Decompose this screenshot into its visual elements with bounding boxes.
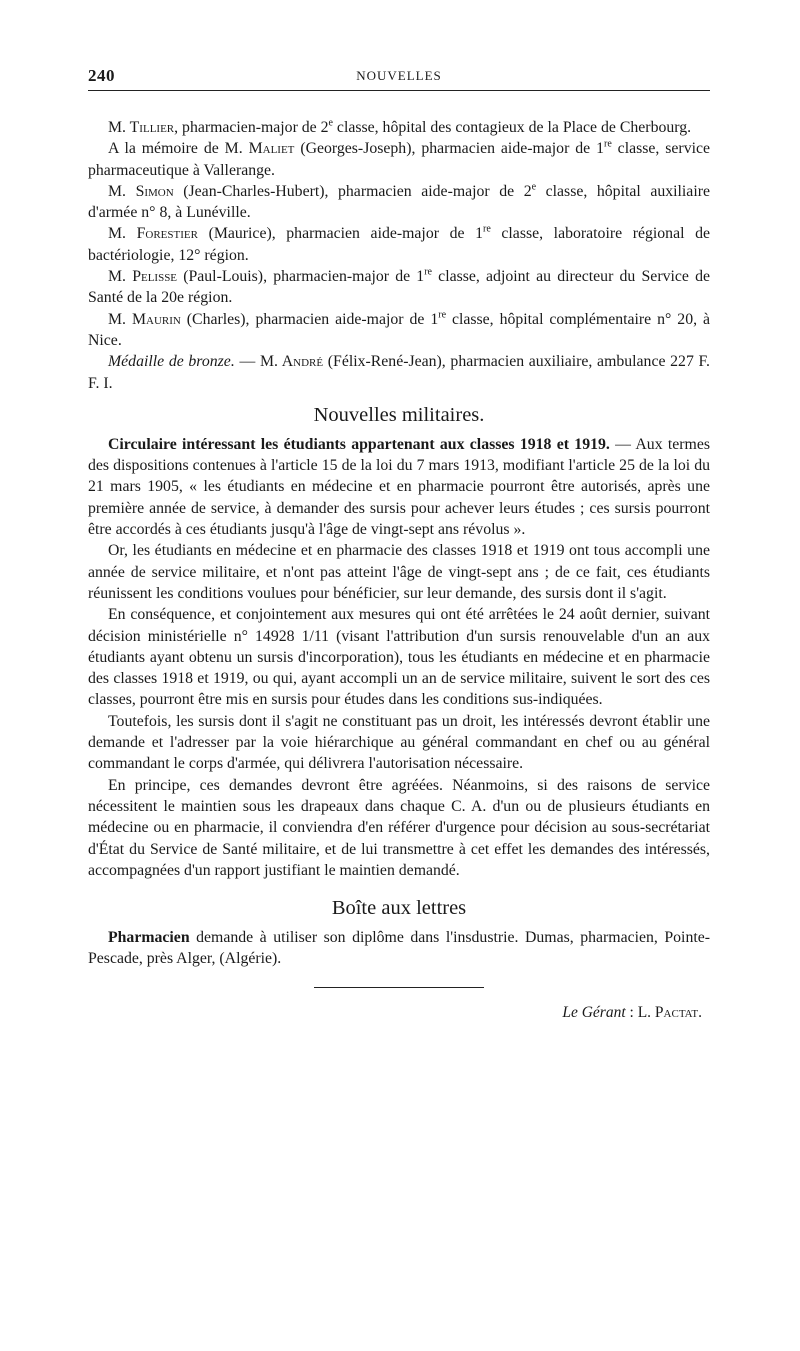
letters-lead: Pharmacien bbox=[108, 929, 190, 947]
signature: Le Gérant : L. Pactat. bbox=[562, 1003, 702, 1021]
medal-item: Médaille de bronze. — M. André (Félix-René-Jean), pharmacien auxiliaire, ambulance 227 F. F. I. bbox=[88, 353, 710, 392]
appointment-item: M. Tillier, pharmacien-major de 2e classe, hôpital des contagieux de la Place de Cherbourg. bbox=[108, 117, 692, 136]
divider bbox=[314, 987, 484, 988]
military-paragraph: Toutefois, les sursis dont il s'agit ne constituant pas un droit, les intéressés devront établir une demande et l'adresser par la voie hiérarchique au général commandant en chef ou au général commandant le corps d'armée, qui délivrera l'autorisation nécessaire. bbox=[88, 712, 710, 773]
running-title: NOUVELLES bbox=[356, 68, 442, 83]
page-number: 240 bbox=[88, 66, 115, 85]
military-paragraph: En principe, ces demandes devront être agréées. Néanmoins, si des raisons de service nécessitent le maintien sous les drapeaux dans chaque C. A. d'un ou de plusieurs étudiants en médecine ou en pharmacie, il conviendra d'en référer d'urgence pour décision au sous-secrétariat d'État du Service de Santé militaire, et de lui transmettre à cet effet les demandes des intéressés, accompagnées d'un rapport justifiant le maintien demandé. bbox=[88, 776, 710, 879]
letters-paragraph: Pharmacien demande à utiliser son diplôme dans l'insdustrie. Dumas, pharmacien, Pointe-Pescade, près Alger, (Algérie). bbox=[88, 929, 710, 968]
military-paragraph-lead: Circulaire intéressant les étudiants appartenant aux classes 1918 et 1919. — Aux termes des dispositions contenues à l'article 15 de la loi du 7 mars 1913, modifiant l'article 25 de la loi du 21 mars 1905, « les étudiants en médecine et en pharmacie pourront être autorisés, après une première année de service, à demander des sursis pour achever leurs études ; ces sursis pourront être accordés à ces étudiants jusqu'à l'âge de vingt-sept ans révolus ». bbox=[88, 435, 711, 539]
page-header bbox=[88, 60, 710, 91]
appointment-item: M. Simon (Jean-Charles-Hubert), pharmacien aide-major de 2e classe, hôpital auxiliaire d'armée n° 8, à Lunéville. bbox=[88, 181, 710, 222]
page bbox=[88, 60, 710, 1023]
military-paragraph: En conséquence, et conjointement aux mesures qui ont été arrêtées le 24 août dernier, suivant décision ministérielle n° 14928 1/11 (visant l'attribution d'un sursis renouvelable d'un an aux étudiants ayant obtenu un sursis d'incorporation), tous les étudiants en médecine et en pharmacie des classes 1918 et 1919, ou qui, ayant accompli un an de service militaire, suivent le sort des ces classes, pourront être mis en sursis pour études dans les conditions sus-indiquées. bbox=[88, 606, 710, 709]
appointment-item: M. Maurin (Charles), pharmacien aide-major de 1re classe, hôpital complémentaire n° 20, à Nice. bbox=[88, 309, 711, 349]
section-title-letters: Boîte aux lettres bbox=[331, 897, 467, 920]
appointment-item: A la mémoire de M. Maliet (Georges-Joseph), pharmacien aide-major de 1re classe, service pharmaceutique à Vallerange. bbox=[88, 139, 710, 179]
appointment-item: M. Pelisse (Paul-Louis), pharmacien-major de 1re classe, adjoint au directeur du Service de Santé de la 20e région. bbox=[88, 266, 710, 307]
medal-label: Médaille de bronze. bbox=[108, 353, 235, 371]
military-paragraph: Or, les étudiants en médecine et en pharmacie des classes 1918 et 1919 ont tous accompli une année de service militaire, et n'ont pas atteint l'âge de vingt-sept ans ; de ce fait, ces étudiants réunissent les conditions voulues pour bénéficier, sur leur demande, des sursis dont il s'agit. bbox=[88, 542, 710, 602]
circular-title: Circulaire intéressant les étudiants appartenant aux classes 1918 et 1919. bbox=[108, 435, 610, 453]
page-content bbox=[88, 117, 710, 1023]
section-title-military: Nouvelles militaires. bbox=[313, 403, 485, 426]
appointment-item: M. Forestier (Maurice), pharmacien aide-major de 1re classe, laboratoire régional de bactériologie, 12° région. bbox=[88, 224, 710, 264]
